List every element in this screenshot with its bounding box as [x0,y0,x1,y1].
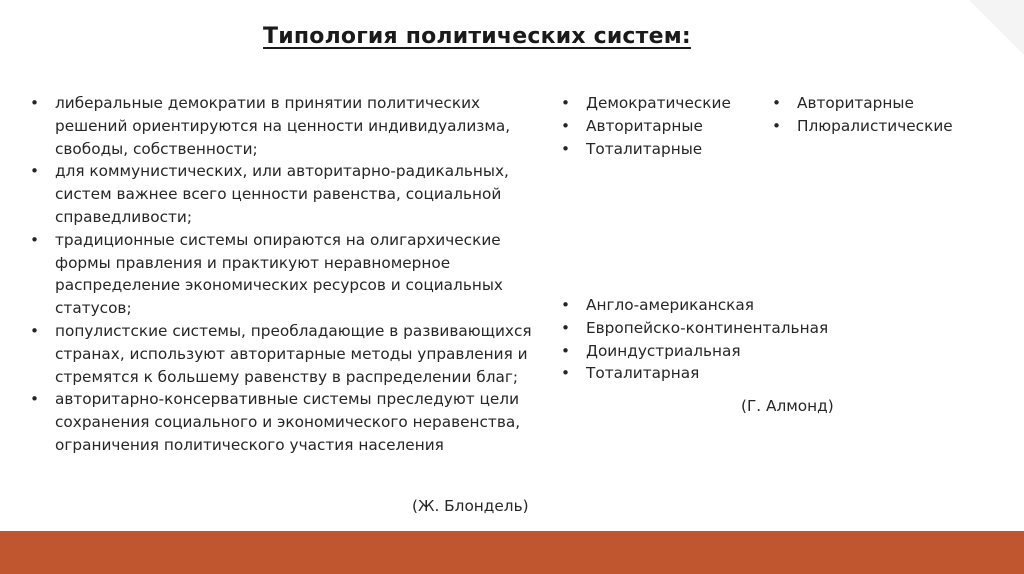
list-item: • Авторитарные [561,115,761,138]
list-item: • Демократические [561,92,761,115]
almond-author: (Г. Алмонд) [741,397,834,415]
regime-type-list [561,92,761,160]
list-item: • авторитарно-консервативные системы преследуют цели сохранения социального и экономического неравенства, ограничения политического участия населения [30,388,535,456]
blondel-typology-list [30,92,535,457]
corner-decoration [969,0,1024,55]
pluralism-type-list [772,92,1012,138]
list-item: • популистские системы, преобладающие в развивающихся странах, используют авторитарные методы управления и стремятся к большему равенству в распределении благ; [30,320,535,388]
list-item: • либеральные демократии в принятии политических решений ориентируются на ценности индивидуализма, свободы, собственности; [30,92,535,160]
list-item: • Тоталитарная [561,362,861,385]
list-item: • Доиндустриальная [561,340,861,363]
list-item: • Авторитарные [772,92,1012,115]
slide-title: Типология политических систем: [263,24,691,49]
list-item: • Плюралистические [772,115,1012,138]
footer-accent-band [0,531,1024,574]
list-item: • для коммунистических, или авторитарно-радикальных, систем важнее всего ценности равенства, социальной справедливости; [30,160,535,228]
blondel-author: (Ж. Блондель) [412,497,529,515]
list-item: • Европейско-континентальная [561,317,861,340]
list-item: • традиционные системы опираются на олигархические формы правления и практикуют неравномерное распределение экономических ресурсов и социальных статусов; [30,229,535,320]
almond-typology-list [561,294,861,385]
list-item: • Тоталитарные [561,138,761,161]
list-item: • Англо-американская [561,294,861,317]
